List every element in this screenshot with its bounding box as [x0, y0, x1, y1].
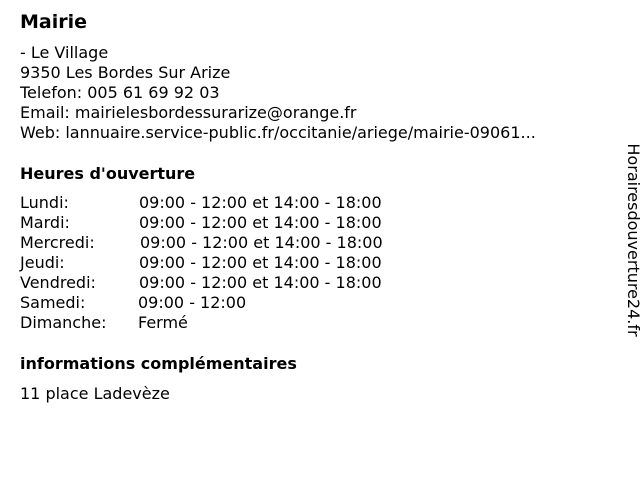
- hours-time: 09:00 - 12:00: [138, 293, 247, 312]
- watermark: Horairesdouverture24.fr: [624, 143, 643, 337]
- hours-day: Lundi:: [20, 193, 69, 212]
- hours-day: Jeudi:: [20, 253, 65, 272]
- address-line-2: 9350 Les Bordes Sur Arize: [20, 63, 231, 82]
- address-block: [20, 43, 536, 143]
- hours-day: Mercredi:: [20, 233, 95, 252]
- info-heading: informations complémentaires: [20, 354, 297, 373]
- info-text: 11 place Ladevèze: [20, 384, 170, 403]
- hours-day: Mardi:: [20, 213, 70, 232]
- address-line-1: - Le Village: [20, 43, 109, 62]
- hours-time: Fermé: [138, 313, 188, 332]
- hours-day: Dimanche:: [20, 313, 107, 332]
- hours-day: Vendredi:: [20, 273, 96, 292]
- hours-time: 09:00 - 12:00 et 14:00 - 18:00: [139, 273, 382, 292]
- hours-day: Samedi:: [20, 293, 86, 312]
- hours-time: 09:00 - 12:00 et 14:00 - 18:00: [139, 193, 382, 212]
- page-title: Mairie: [20, 11, 88, 33]
- phone-line: Telefon: 005 61 69 92 03: [20, 83, 220, 102]
- hours-time: 09:00 - 12:00 et 14:00 - 18:00: [139, 213, 382, 232]
- hours-time: 09:00 - 12:00 et 14:00 - 18:00: [139, 253, 382, 272]
- email-line: Email: mairielesbordessurarize@orange.fr: [20, 103, 357, 122]
- hours-time: 09:00 - 12:00 et 14:00 - 18:00: [140, 233, 383, 252]
- hours-heading: Heures d'ouverture: [20, 164, 196, 183]
- web-line: Web: lannuaire.service-public.fr/occitanie/ariege/mairie-09061...: [20, 123, 536, 142]
